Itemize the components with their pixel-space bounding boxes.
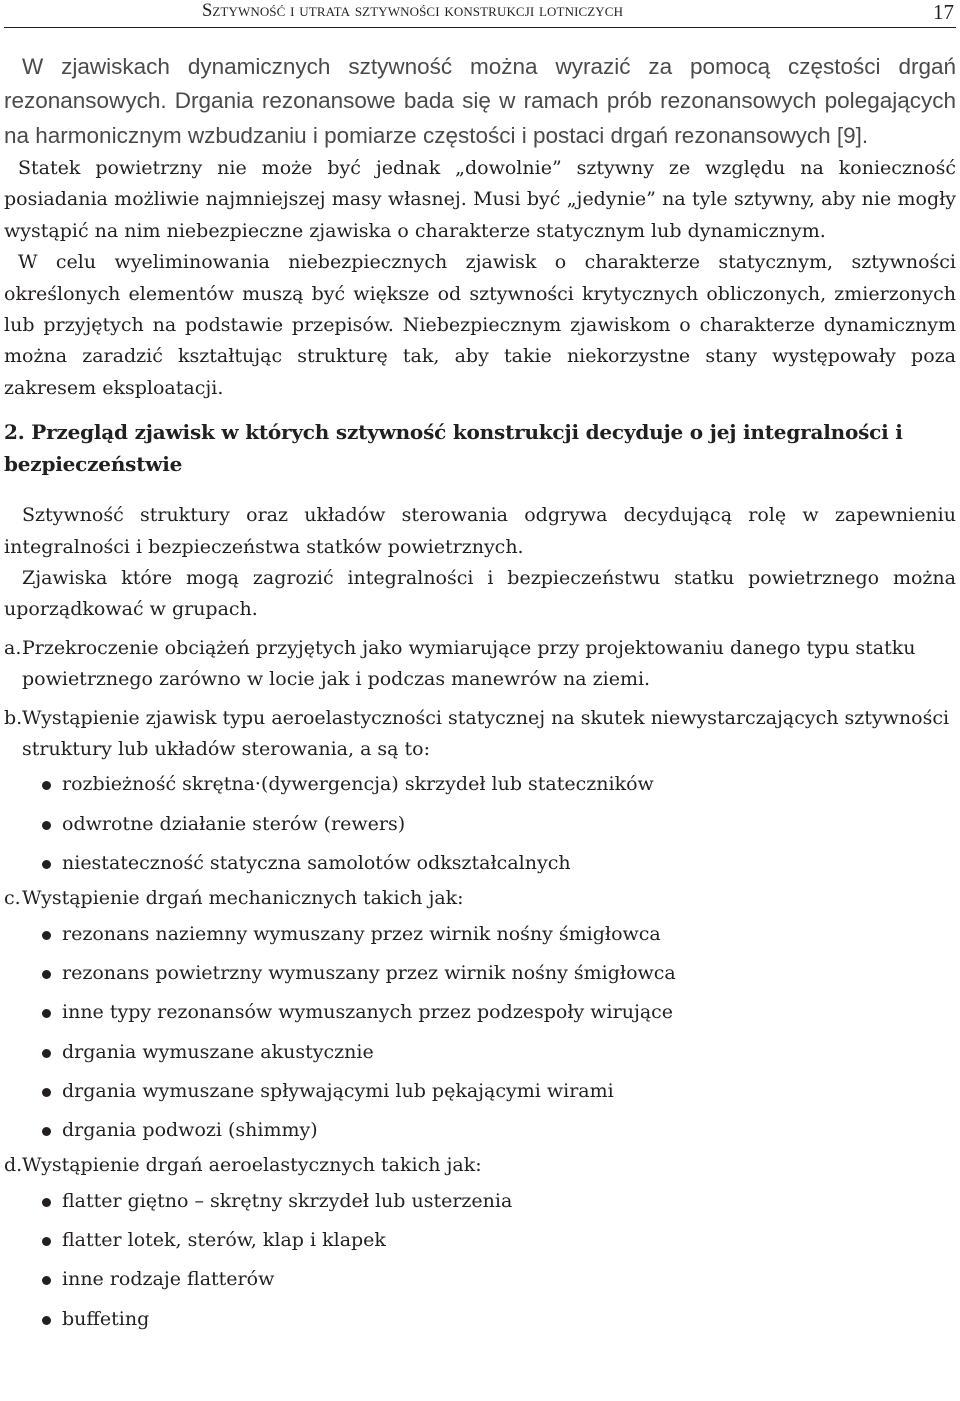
bullet-icon <box>42 1198 51 1207</box>
list-item-text: drgania wymuszane akustycznie <box>62 1040 374 1063</box>
group-text: Wystąpienie drgań aeroelastycznych takich jak: <box>22 1154 482 1177</box>
list-item-text: rozbieżność skrętna·(dywergencja) skrzydeł lub stateczników <box>62 773 654 796</box>
list-item-text: rezonans powietrzny wymuszany przez wirnik nośny śmigłowca <box>62 961 676 984</box>
list-item-text: rezonans naziemny wymuszany przez wirnik nośny śmigłowca <box>62 922 661 945</box>
bullet-icon <box>42 970 51 979</box>
group-item-c <box>4 883 956 914</box>
group-letter: d. <box>4 1154 23 1177</box>
list-item <box>42 1033 956 1072</box>
list-item-text: buffeting <box>62 1307 150 1330</box>
list-item-text: inne typy rezonansów wymuszanych przez podzespoły wirujące <box>62 1001 674 1024</box>
group-letter: a. <box>4 636 22 659</box>
bullet-icon <box>42 1127 51 1136</box>
list-item-text: odwrotne działanie sterów (rewers) <box>62 812 406 835</box>
group-text: Wystąpienie zjawisk typu aeroelastyczności statycznej na skutek niewystarczających sztywności struktury lub układów sterowania, a są to: <box>22 706 950 760</box>
list-item <box>42 915 956 954</box>
section-paragraph-role: Sztywność struktury oraz układów sterowania odgrywa decydującą rolę w zapewnieniu integralności i bezpieczeństwa statków powietrznych. <box>4 504 956 558</box>
bullet-icon <box>42 821 51 830</box>
list-item <box>42 1221 956 1260</box>
list-item <box>42 1182 956 1221</box>
group-item-b <box>4 703 956 766</box>
list-item <box>42 993 956 1032</box>
list-item <box>42 1300 956 1339</box>
paragraph-resonance: W zjawiskach dynamicznych sztywność można wyrazić za pomocą częstości drgań rezonansowych. Drgania rezonansowe bada się w ramach prób rezonansowych polegających na harmonicznym wzbudzaniu i pomiarze częstości i postaci drgań rezonansowych [9]. <box>4 54 956 148</box>
list-item <box>42 1072 956 1111</box>
bullet-icon <box>42 860 51 869</box>
bullet-list-d <box>4 1182 956 1339</box>
running-header <box>4 0 956 28</box>
list-item <box>42 1111 956 1150</box>
bullet-icon <box>42 1088 51 1097</box>
group-letter: c. <box>4 887 21 910</box>
list-item-text: drgania wymuszane spływającymi lub pękającymi wirami <box>62 1079 614 1102</box>
list-item <box>42 805 956 844</box>
bullet-icon <box>42 1009 51 1018</box>
list-item-text: drgania podwozi (shimmy) <box>62 1119 318 1142</box>
group-letter: b. <box>4 706 23 729</box>
list-item <box>42 1260 956 1299</box>
bullet-icon <box>42 1049 51 1058</box>
document-body <box>4 50 956 1339</box>
bullet-list-b <box>4 765 956 883</box>
section-paragraph-groups: Zjawiska które mogą zagrozić integralności i bezpieczeństwu statku powietrznego można uporządkować w grupach. <box>4 566 956 621</box>
group-text: Przekroczenie obciążeń przyjętych jako wymiarujące przy projektowaniu danego typu statku powietrznego zarówno w locie jak i podczas manewrów na ziemi. <box>22 636 916 691</box>
group-item-a <box>4 633 956 696</box>
paragraph-mass: Statek powietrzny nie może być jednak „dowolnie” sztywny ze względu na konieczność posiadania możliwie najmniejszej masy własnej. Musi być „jedynie” na tyle sztywny, aby nie mogły wystąpić na nim niebezpieczne zjawiska o charakterze statycznym lub dynamicznym. <box>4 156 956 242</box>
document-page <box>4 0 956 1401</box>
paragraph-critical-stiffness: W celu wyeliminowania niebezpiecznych zjawisk o charakterze statycznym, sztywności określonych elementów muszą być większe od sztywności krytycznych obliczonych, zmierzonych lub przyjętych na podstawie przepisów. Niebezpiecznym zjawiskom o charakterze dynamicznym można zaradzić kształtując strukturę tak, aby takie niekorzystne stany występowały poza zakresem eksploatacji. <box>4 251 956 399</box>
list-item-text: flatter giętno – skrętny skrzydeł lub usterzenia <box>62 1189 513 1212</box>
list-item-text: flatter lotek, sterów, klap i klapek <box>62 1229 386 1252</box>
list-item <box>42 954 956 993</box>
bullet-list-c <box>4 915 956 1151</box>
running-title: Sztywność i utrata sztywności konstrukcji lotniczych <box>202 1 624 21</box>
bullet-icon <box>42 1237 51 1246</box>
list-item <box>42 844 956 883</box>
bullet-icon <box>42 931 51 940</box>
bullet-icon <box>42 781 51 790</box>
list-item-text: niestateczność statyczna samolotów odkształcalnych <box>62 851 571 874</box>
page-number: 17 <box>933 0 954 24</box>
group-item-d <box>4 1150 956 1181</box>
list-item <box>42 765 956 804</box>
bullet-icon <box>42 1316 51 1325</box>
list-item-text: inne rodzaje flatterów <box>62 1268 275 1291</box>
section-heading: 2. Przegląd zjawisk w których sztywność konstrukcji decyduje o jej integralności i bezpieczeństwie <box>4 420 903 477</box>
bullet-icon <box>42 1276 51 1285</box>
group-text: Wystąpienie drgań mechanicznych takich jak: <box>22 887 464 910</box>
